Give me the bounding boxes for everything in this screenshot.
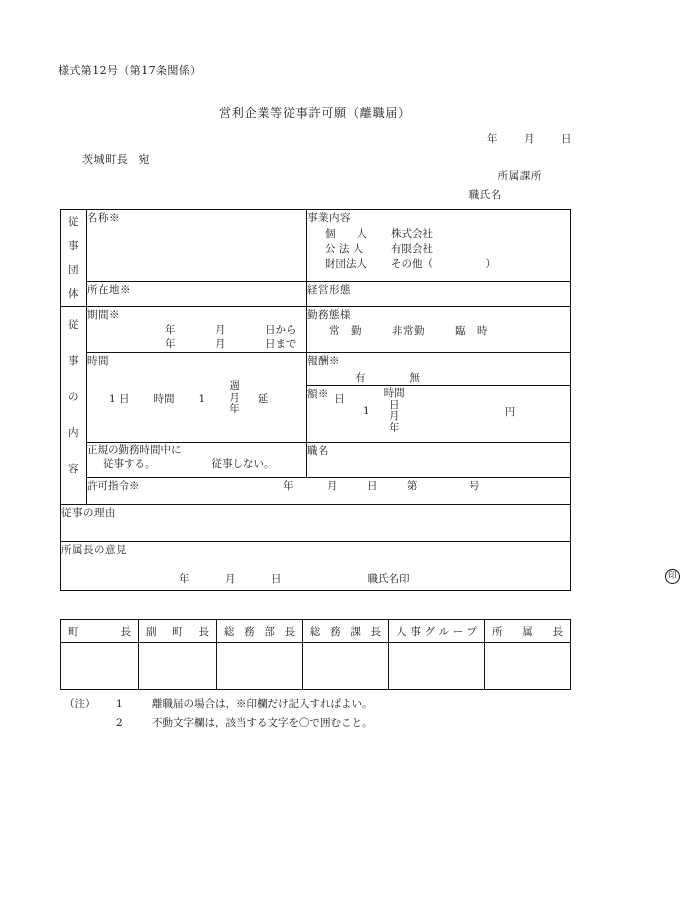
vlabel-char: 従 (68, 318, 79, 331)
organization-name-label: 名称※ (87, 212, 120, 224)
reason-field[interactable] (61, 504, 571, 541)
opinion-day-label: 日 (271, 572, 282, 585)
footnote-item (64, 695, 373, 714)
regular-hours-line1: 正規の勤務時間中に (87, 443, 182, 456)
applicant-department-label: 所属課所 (497, 170, 542, 182)
supervisor-opinion-signature-line (61, 570, 677, 586)
vlabel-char: 従 (68, 215, 79, 228)
approval-column-header: 所 属 長 (485, 620, 571, 643)
seal-icon: 印 (665, 569, 680, 584)
date-month-label: 月 (524, 133, 535, 145)
approval-column-header: 総 務 課 長 (303, 620, 389, 643)
footnote-number: 1 (116, 698, 123, 710)
addressee-name: 茨城町長 (82, 153, 129, 166)
reason-label: 従事の理由 (61, 506, 116, 519)
time-period-stack (229, 381, 240, 416)
business-type-options (325, 227, 570, 272)
business-option-right[interactable]: 有限会社 (391, 242, 433, 255)
date-day-label: 日 (561, 133, 572, 145)
organization-name-field[interactable] (87, 210, 307, 282)
time-total-label: 延 (257, 393, 269, 406)
reward-options (307, 370, 570, 385)
time-hours-unit: 時間 (153, 393, 175, 406)
period-rows (87, 323, 306, 352)
permit-day-label: 日 (367, 479, 378, 492)
vlabel-char: の (68, 390, 79, 403)
page-title: 営利企業等従事許可願（離職届） (218, 106, 411, 120)
time-one: 1 (198, 392, 206, 405)
period-from-year: 年 (165, 324, 176, 336)
approval-column-header: 副 町 長 (139, 620, 217, 643)
business-option-right[interactable]: 株式会社 (391, 228, 433, 240)
table-row (61, 504, 571, 541)
main-form-table (60, 209, 677, 591)
work-style-options (307, 323, 570, 338)
table-row (61, 541, 571, 590)
organization-address-field[interactable] (87, 282, 307, 307)
time-period-option[interactable]: 週 (229, 379, 240, 392)
table-row (61, 210, 571, 282)
work-style-option[interactable]: 常 勤 (329, 325, 362, 337)
approval-table (60, 619, 571, 690)
period-to-year: 年 (165, 338, 176, 351)
approval-stamp-cell[interactable] (217, 643, 303, 690)
vlabel-char: 容 (68, 462, 79, 475)
work-style-label: 勤務態様 (307, 309, 351, 321)
period-to-month: 月 (215, 338, 226, 351)
supervisor-opinion-label: 所属長の意見 (61, 543, 127, 556)
approval-column-header: 町 長 (61, 620, 139, 643)
vlabel-char: 事 (68, 354, 79, 367)
time-total-unit: 日 (334, 393, 345, 406)
permit-order-label: 許可指令※ (87, 479, 140, 492)
organization-address-label: 所在地※ (87, 284, 131, 297)
business-option-row (325, 242, 570, 257)
approval-stamp-row (61, 643, 571, 690)
footnote-number: 2 (116, 717, 123, 730)
approval-header-row (61, 620, 571, 643)
reward-option-no[interactable]: 無 (409, 371, 420, 384)
opinion-month-label: 月 (225, 572, 236, 585)
permit-order-field[interactable] (87, 477, 571, 504)
business-option-left[interactable]: 公 法 人 (325, 242, 364, 255)
reward-option-yes[interactable]: 有 (355, 371, 366, 384)
amount-currency: 円 (504, 405, 516, 418)
permit-number-suffix: 号 (469, 479, 480, 492)
table-row (61, 282, 571, 307)
business-option-row (325, 257, 570, 272)
period-to-row (165, 337, 306, 351)
amount-unit-option[interactable]: 年 (388, 422, 400, 435)
business-content-field[interactable] (307, 210, 571, 282)
approval-stamp-cell[interactable] (61, 643, 139, 690)
regular-hours-no[interactable]: 従事しない。 (211, 458, 275, 471)
addressee (82, 151, 150, 167)
footnote-item (64, 714, 373, 733)
approval-column-header: 人事グループ (389, 620, 485, 643)
regular-hours-text (87, 443, 306, 471)
amount-label: 額※ (307, 387, 329, 400)
time-detail-line (87, 379, 345, 416)
footnote-text: 離職届の場合は，※印欄だけ記入すればよい。 (152, 698, 373, 710)
period-from-day: 日から (265, 324, 297, 336)
time-per-day-label: 1 日 (109, 393, 130, 406)
business-option-right[interactable]: その他（ ） (391, 257, 496, 270)
date-year-label: 年 (487, 133, 498, 145)
amount-field[interactable] (307, 385, 571, 442)
amount-unit-option[interactable]: 月 (388, 410, 400, 423)
reward-label: 報酬※ (307, 354, 340, 367)
approval-column-header: 総 務 部 長 (217, 620, 303, 643)
business-option-row (325, 227, 570, 242)
regular-hours-field[interactable] (87, 442, 307, 477)
table-row (61, 442, 571, 477)
business-content-label: 事業内容 (307, 212, 351, 224)
approval-stamp-cell[interactable] (485, 643, 571, 690)
period-from-row (165, 323, 306, 337)
footnote-tag: （注） (64, 698, 96, 710)
regular-hours-yes[interactable]: 従事する。 (103, 458, 156, 471)
management-form-field[interactable] (307, 282, 571, 307)
position-label: 職名 (307, 444, 329, 457)
amount-one: 1 (363, 405, 370, 418)
amount-unit-option[interactable]: 日 (388, 398, 400, 411)
form-number: 様式第12号（第17条関係） (58, 64, 202, 77)
business-option-left[interactable]: 財団法人 (325, 257, 367, 270)
footnotes (64, 695, 373, 734)
opinion-year-label: 年 (179, 572, 190, 585)
vlabel-char: 団 (68, 263, 79, 276)
period-to-day: 日まで (265, 338, 297, 351)
permit-year-label: 年 (283, 479, 294, 492)
amount-detail-line (307, 388, 570, 435)
table-row (61, 307, 571, 353)
permit-number-prefix: 第 (407, 479, 418, 492)
regular-hours-options (87, 457, 306, 471)
position-field[interactable] (307, 442, 571, 477)
table-row (61, 352, 571, 385)
period-from-month: 月 (215, 324, 226, 336)
management-form-label: 経営形態 (307, 284, 351, 297)
vlabel-char: 内 (68, 426, 79, 439)
opinion-name-label: 職氏名印 (367, 572, 410, 585)
amount-unit-option[interactable]: 時間 (383, 386, 405, 399)
submission-date-line (487, 131, 572, 146)
vlabel-char: 体 (68, 287, 79, 300)
permit-month-label: 月 (327, 479, 338, 492)
group-vertical-label (61, 210, 87, 307)
reward-field[interactable] (307, 352, 571, 385)
time-period-option[interactable]: 月 (229, 391, 240, 404)
vlabel-char: 事 (68, 239, 79, 252)
content-vertical-label (61, 307, 87, 505)
approval-stamp-cell[interactable] (303, 643, 389, 690)
approval-stamp-cell[interactable] (389, 643, 485, 690)
period-label: 期間※ (87, 309, 120, 321)
work-style-option[interactable]: 臨 時 (455, 325, 488, 337)
business-option-left[interactable]: 個 人 (325, 228, 367, 240)
table-row (61, 477, 571, 504)
work-style-field[interactable] (307, 307, 571, 353)
time-label: 時間 (87, 354, 109, 367)
permit-order-line (87, 478, 570, 493)
approval-stamp-cell[interactable] (139, 643, 217, 690)
period-field[interactable] (87, 307, 307, 353)
supervisor-opinion-field[interactable] (61, 541, 677, 590)
applicant-name-label: 職氏名 (468, 189, 502, 201)
footnote-text: 不動文字欄は，該当する文字を〇で囲むこと。 (152, 717, 373, 730)
amount-unit-stack (384, 388, 405, 435)
work-style-option[interactable]: 非常勤 (392, 325, 425, 337)
addressee-suffix: 宛 (138, 153, 151, 166)
time-period-option[interactable]: 年 (229, 403, 240, 416)
